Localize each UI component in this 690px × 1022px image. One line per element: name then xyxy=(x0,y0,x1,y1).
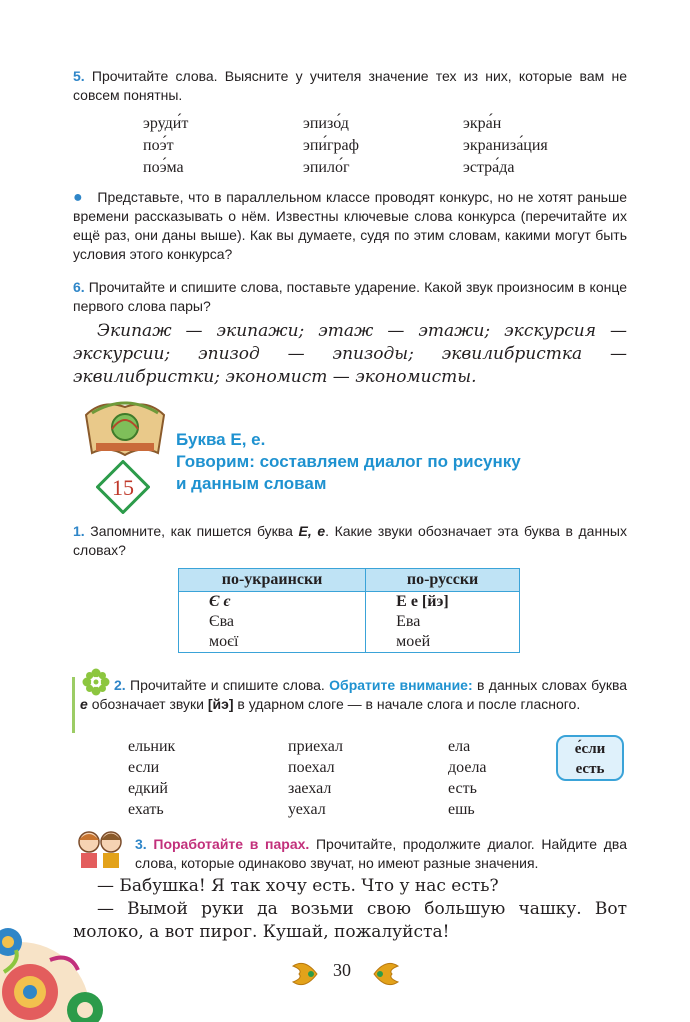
exercise-3-pair-work: Поработайте в парах. xyxy=(153,836,310,852)
homonym-word: есть xyxy=(575,761,605,777)
footer-ornament-right-icon xyxy=(372,956,402,992)
exercise-6-text: Прочитайте и спишите слова, поставьте ударение. Какой звук произносим в конце первого слова пары? xyxy=(73,279,627,314)
word-item: заехал xyxy=(288,780,332,797)
table-cell: моей xyxy=(366,632,520,653)
exercise-2-number: 2. xyxy=(114,677,126,693)
word-item: доела xyxy=(448,759,487,776)
exercise-5-word-list xyxy=(143,114,623,177)
dialog-line-2: — Вымой руки да возьми свою большую чашку. Вот молоко, а вот пирог. Кушай, пожалуйста! xyxy=(73,899,627,942)
exercise-2-text-b: в данных словах буква xyxy=(477,677,628,693)
exercise-5-task xyxy=(73,67,627,105)
bullet-task xyxy=(73,188,627,264)
exercise-5-number: 5. xyxy=(73,68,85,84)
word-item: есть xyxy=(448,780,477,797)
exercise-3-text: Прочитайте, продолжите диалог. Найдите два слова, которые одинаково звучат, но имеют разные значения. xyxy=(135,836,627,871)
exercise-2-word-list xyxy=(128,737,608,819)
exercise-5-text: Прочитайте слова. Выясните у учителя значение тех из них, которые вам не совсем понятны. xyxy=(73,68,627,103)
table-cell: Е е [йэ] xyxy=(366,592,520,613)
word-item: экраниза́ция xyxy=(463,137,548,154)
table-row xyxy=(179,612,520,632)
word-item: экра́н xyxy=(463,115,502,132)
letter-comparison-table xyxy=(178,568,520,653)
exercise-1-letter: Е, е xyxy=(298,523,326,539)
word-item: эпило́г xyxy=(303,159,350,176)
table-cell: Ева xyxy=(366,612,520,632)
lesson-title xyxy=(176,429,616,495)
lesson-number: 15 xyxy=(112,475,134,500)
exercise-2-text-a: Прочитайте и спишите слова. xyxy=(130,677,325,693)
lesson-title-line-1: Буква Е, е. xyxy=(176,430,266,449)
pair-work-kids-icon xyxy=(73,828,127,868)
exercise-3-task xyxy=(135,835,627,873)
table-cell: Є є xyxy=(179,592,366,613)
exercise-1-text-pre: Запомните, как пишется буква xyxy=(90,523,293,539)
bullet-icon: ● xyxy=(73,189,84,206)
exercise-2-letter: е xyxy=(80,696,88,712)
word-item: приехал xyxy=(288,738,344,755)
exercise-1-task xyxy=(73,522,627,560)
corner-ornament-icon xyxy=(0,872,150,1022)
lesson-number-badge xyxy=(96,460,150,514)
word-item: ела xyxy=(448,738,471,755)
table-row xyxy=(179,592,520,613)
table-header-russian: по-русски xyxy=(366,569,520,592)
word-item: поэ́т xyxy=(143,137,174,154)
exercise-2-text-d: в ударном слоге — в начале слога и после гласного. xyxy=(237,696,581,712)
table-cell: моєї xyxy=(179,632,366,653)
homonym-word-box xyxy=(556,735,624,781)
exercise-2-text-c: обозначает звуки xyxy=(91,696,204,712)
dialog-line-1: — Бабушка! Я так хочу есть. Что у нас есть? xyxy=(97,876,499,896)
exercise-6-handwriting: Экипаж — экипажи; этаж — этажи; экскурсия — экскурсии; эпизод — эпизоды; эквилибристка — эквилибристки; экономист — экономисты. xyxy=(73,321,627,387)
word-item: ельник xyxy=(128,738,176,755)
exercise-2-task xyxy=(80,676,627,714)
exercise-6-task xyxy=(73,278,627,316)
table-row xyxy=(179,632,520,653)
table-cell: Єва xyxy=(179,612,366,632)
word-item: ехать xyxy=(128,801,164,818)
page-number: 30 xyxy=(333,960,351,980)
exercise-6-number: 6. xyxy=(73,279,85,295)
word-item: эруди́т xyxy=(143,115,189,132)
homonym-word: е́сли xyxy=(574,741,606,757)
word-item: эстра́да xyxy=(463,159,515,176)
exercise-1-text-post: . Какие звуки обозначает эта буква в данных словах? xyxy=(73,523,627,558)
exercise-3-number: 3. xyxy=(135,836,147,852)
table-header-ukrainian: по-украински xyxy=(179,569,366,592)
exercise-1-number: 1. xyxy=(73,523,85,539)
word-item: если xyxy=(128,759,160,776)
word-item: едкий xyxy=(128,780,168,797)
footer-ornament-left-icon xyxy=(289,956,319,992)
bullet-text: Представьте, что в параллельном классе проводят конкурс, но не хотят раньше времени рассказывать о нём. Известны ключевые слова конкурса (перечитайте их ещё раз, они даны выше). Как вы думаете, судя по этим словам, какими могут быть условия этого конкурса? xyxy=(73,189,627,262)
word-item: ешь xyxy=(448,801,475,818)
lesson-title-line-2: Говорим: составляем диалог по рисунку xyxy=(176,452,521,471)
exercise-2-sound: [йэ] xyxy=(207,696,234,712)
word-item: поэ́ма xyxy=(143,159,184,176)
word-item: эпизо́д xyxy=(303,115,349,132)
exercise-2-side-bar xyxy=(72,677,75,733)
word-item: поехал xyxy=(288,759,335,776)
lesson-title-line-3: и данным словам xyxy=(176,474,327,493)
attention-label: Обратите внимание: xyxy=(329,677,473,693)
word-item: эпи́граф xyxy=(303,137,360,154)
word-item: уехал xyxy=(288,801,326,818)
